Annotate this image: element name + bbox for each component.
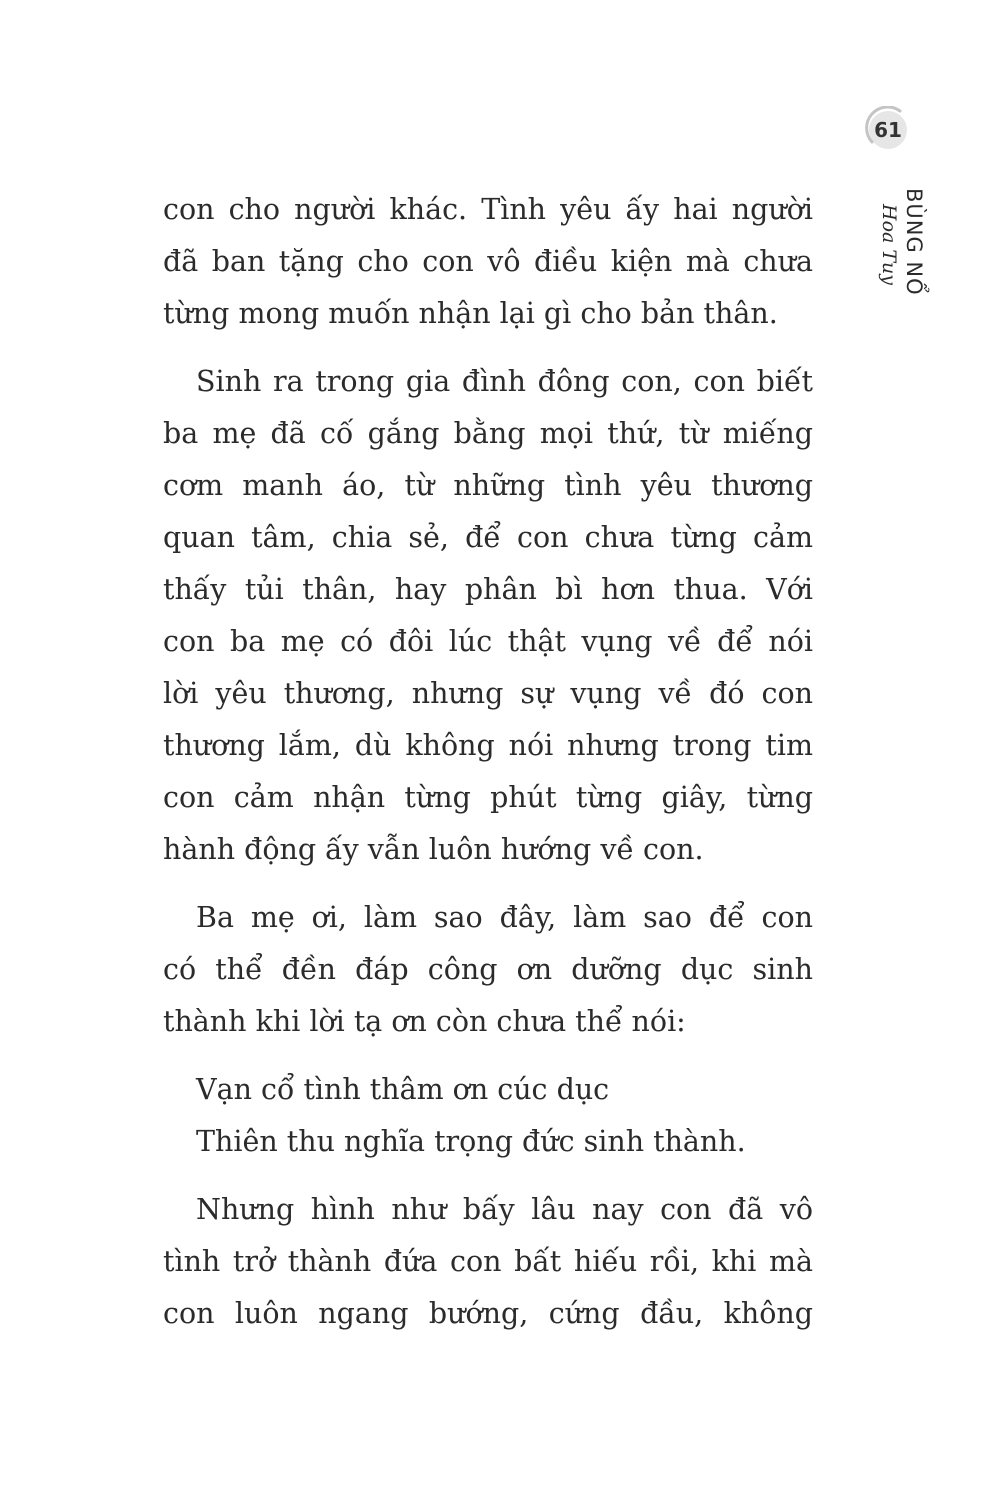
paragraph-3: [163, 892, 813, 1048]
text-line: con ba mẹ có đôi lúc thật vụng về để nói: [163, 625, 813, 658]
text-line: thấy tủi thân, hay phân bì hơn thua. Với: [163, 573, 813, 606]
body-text: [163, 184, 813, 1356]
text-line: lời yêu thương, nhưng sự vụng về đó con: [163, 677, 813, 710]
text-line: Ba mẹ ơi, làm sao đây, làm sao để con: [196, 901, 813, 934]
text-line: ba mẹ đã cố gắng bằng mọi thứ, từ miếng: [163, 417, 813, 450]
text-line: đã ban tặng cho con vô điều kiện mà chưa: [163, 245, 813, 278]
text-line: Sinh ra trong gia đình đông con, con biết: [196, 365, 813, 398]
text-line: thành khi lời tạ ơn còn chưa thể nói:: [163, 1005, 686, 1038]
author-signature: Hoa Tuy: [878, 204, 900, 286]
running-header: [868, 186, 928, 296]
text-line: cơm manh áo, từ những tình yêu thương: [163, 469, 813, 502]
verse-line: Thiên thu nghĩa trọng đức sinh thành.: [196, 1125, 746, 1158]
text-line: con cho người khác. Tình yêu ấy hai người: [163, 193, 813, 226]
page-number-badge: [864, 106, 912, 154]
text-line: có thể đền đáp công ơn dưỡng dục sinh: [163, 953, 813, 986]
text-line: Nhưng hình như bấy lâu nay con đã vô: [196, 1193, 813, 1226]
paragraph-2: [163, 356, 813, 876]
text-line: con luôn ngang bướng, cứng đầu, không: [163, 1297, 813, 1330]
verse: [163, 1064, 813, 1168]
text-line: thương lắm, dù không nói nhưng trong tim: [163, 729, 813, 762]
book-title: BÙNG NỔ: [902, 188, 926, 296]
text-line: con cảm nhận từng phút từng giây, từng: [163, 781, 813, 814]
text-line: tình trở thành đứa con bất hiếu rồi, khi mà: [163, 1245, 813, 1278]
paragraph-1: [163, 184, 813, 340]
text-line: hành động ấy vẫn luôn hướng về con.: [163, 833, 704, 866]
text-line: quan tâm, chia sẻ, để con chưa từng cảm: [163, 521, 813, 554]
text-line: từng mong muốn nhận lại gì cho bản thân.: [163, 297, 778, 330]
paragraph-4: [163, 1184, 813, 1340]
page-number: 61: [874, 118, 902, 142]
verse-line: Vạn cổ tình thâm ơn cúc dục: [196, 1073, 610, 1106]
